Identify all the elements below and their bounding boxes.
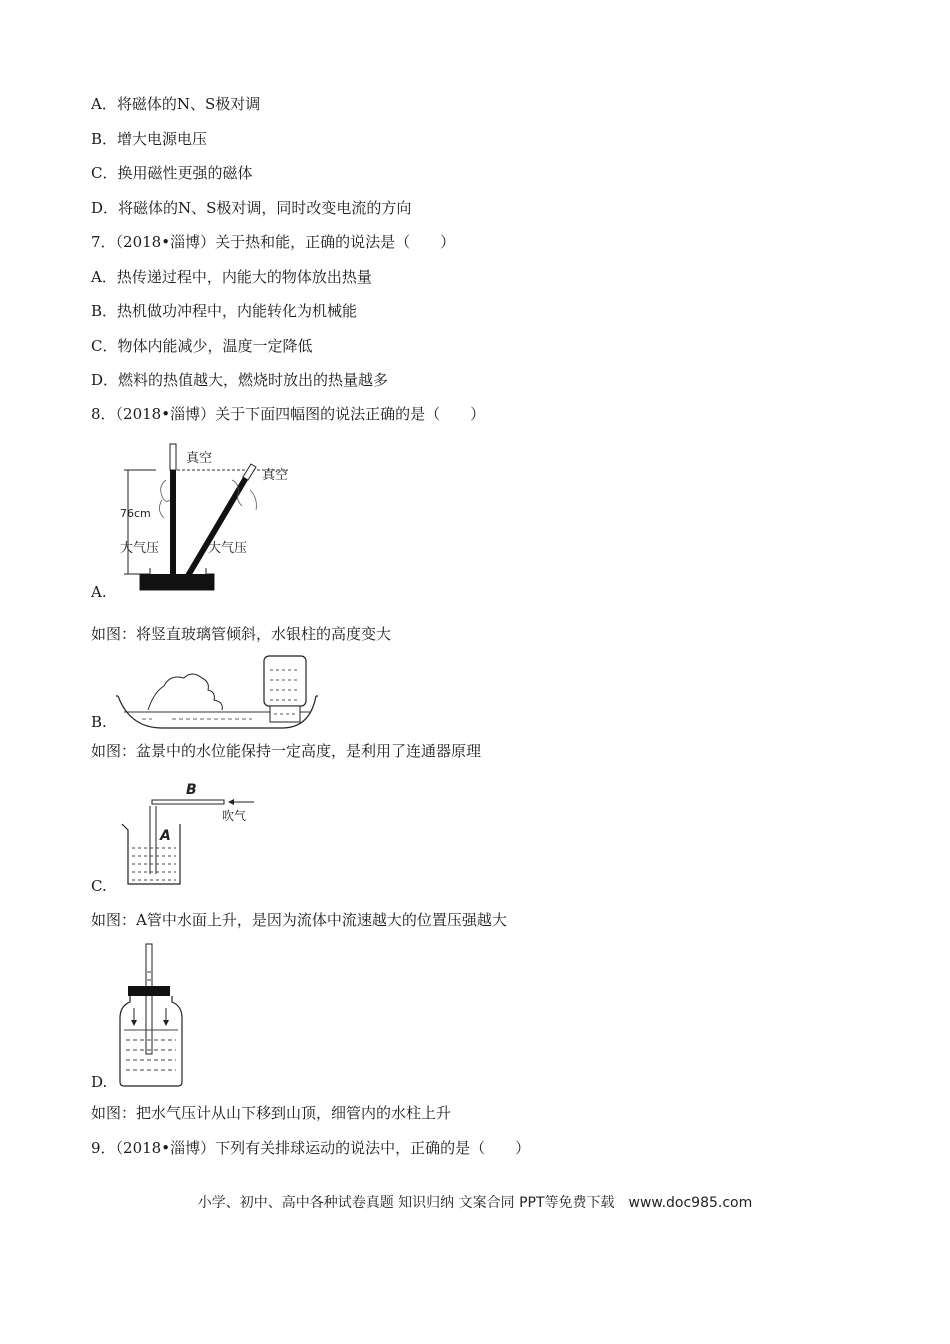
q7-option-d: D．燃料的热值越大，燃烧时放出的热量越多 <box>91 371 389 389</box>
q9-stem: 9．（2018•淄博）下列有关排球运动的说法中，正确的是（ ） <box>91 1139 531 1157</box>
label-vacuum-vertical: 真空 <box>186 451 213 466</box>
q6-option-b: B．增大电源电压 <box>91 130 208 148</box>
q8-option-b-letter: B. <box>91 713 107 731</box>
label-tube-b: B <box>186 782 197 798</box>
torricelli-figure <box>110 440 300 598</box>
q8-option-a-letter: A. <box>91 583 107 601</box>
q6-option-a: A．将磁体的N、S极对调 <box>91 95 261 113</box>
blow-tube-figure <box>118 778 268 890</box>
q7-stem: 7．（2018•淄博）关于热和能，正确的说法是（ ） <box>91 233 456 251</box>
q6-option-d: D．将磁体的N、S极对调，同时改变电流的方向 <box>91 199 412 217</box>
label-atm-right: 大气压 <box>208 541 248 556</box>
q7-option-b: B．热机做功冲程中，内能转化为机械能 <box>91 302 358 320</box>
label-vacuum-tilted: 真空 <box>262 468 289 483</box>
q8-option-d-text: 如图：把水气压计从山下移到山顶，细管内的水柱上升 <box>91 1104 452 1122</box>
bonsai-figure <box>112 652 322 734</box>
q8-option-c-letter: C. <box>91 877 107 895</box>
label-76cm: 76cm <box>120 507 151 520</box>
q7-option-a: A．热传递过程中，内能大的物体放出热量 <box>91 268 372 286</box>
q6-option-c: C．换用磁性更强的磁体 <box>91 164 253 182</box>
q8-option-c-text: 如图：A管中水面上升，是因为流体中流速越大的位置压强越大 <box>91 911 507 929</box>
q7-option-c: C．物体内能减少，温度一定降低 <box>91 337 313 355</box>
page-footer: 小学、初中、高中各种试卷真题 知识归纳 文案合同 PPT等免费下载 www.doc985.com <box>197 1195 753 1211</box>
label-tube-a: A <box>160 828 171 844</box>
q8-option-a-text: 如图：将竖直玻璃管倾斜，水银柱的高度变大 <box>91 625 392 643</box>
barometer-bottle-figure <box>114 942 190 1090</box>
q8-option-b-text: 如图：盆景中的水位能保持一定高度，是利用了连通器原理 <box>91 742 482 760</box>
q8-option-d-letter: D. <box>91 1073 108 1091</box>
label-atm-left: 大气压 <box>120 541 160 556</box>
q8-stem: 8．（2018•淄博）关于下面四幅图的说法正确的是（ ） <box>91 405 486 423</box>
label-blow: 吹气 <box>222 809 247 823</box>
